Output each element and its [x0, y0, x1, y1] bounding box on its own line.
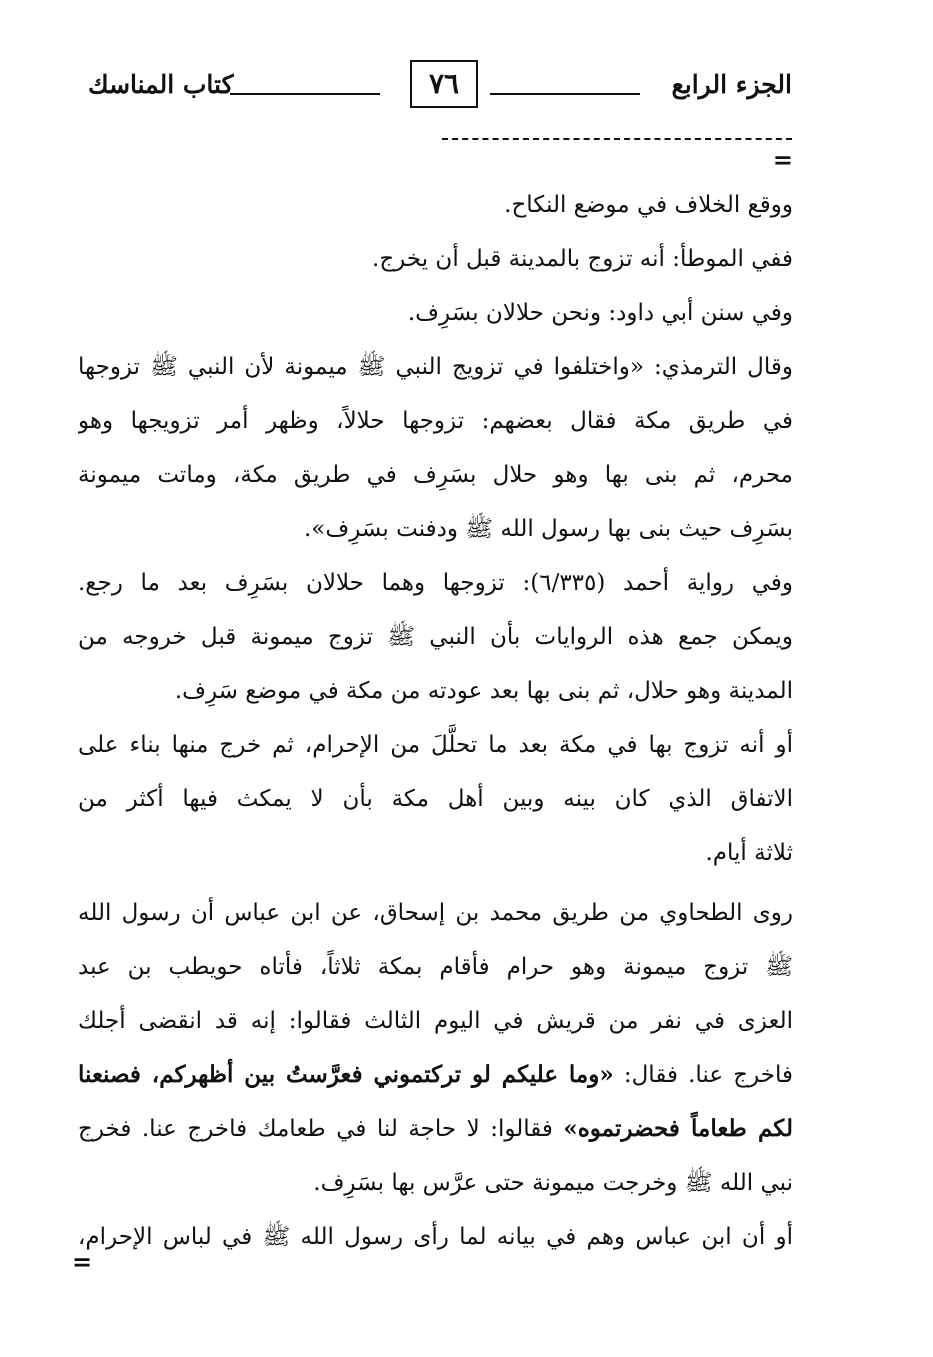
text-line [78, 1048, 793, 1102]
text-line: الاتفاق الذي كان بينه وبين أهل مكة بأن لا يمكث فيها أكثر من [78, 786, 793, 812]
text-line: محرم، ثم بنى بها وهو حلال بسَرِف في طريق مكة، وماتت ميمونة [78, 462, 793, 488]
text-line: وقال الترمذي: «واختلفوا في تزويج النبي ﷺ ميمونة لأن النبي ﷺ تزوجها [78, 354, 793, 380]
text-line: العزى في نفر من قريش في اليوم الثالث فقالوا: إنه قد انقضى أجلك [78, 1008, 793, 1034]
body-text [78, 178, 793, 1264]
page-number: ٧٦ [410, 60, 478, 108]
quoted-speech: «وما عليكم لو تركتموني فعرَّستُ بين أظهركم، فصنعنا [78, 1061, 614, 1088]
text-line: ﷺ تزوج ميمونة وهو حرام فأقام بمكة ثلاثاً، فأتاه حويطب بن عبد [78, 954, 793, 980]
text-run: فاخرج عنا. فقال: [613, 1062, 793, 1088]
header-dashed-rule [442, 138, 792, 140]
text-line: في طريق مكة فقال بعضهم: تزوجها حلالاً، وظهر أمر تزويجها وهو [78, 408, 793, 434]
text-line: وفي سنن أبي داود: ونحن حلالان بسَرِف. [407, 300, 793, 326]
text-line: وفي رواية أحمد (٦/٣٣٥): تزوجها وهما حلالان بسَرِف بعد ما رجع. [78, 570, 793, 596]
header-rule-right [490, 93, 640, 95]
text-line: ووقع الخلاف في موضع النكاح. [504, 192, 793, 218]
text-line: أو أنه تزوج بها في مكة بعد ما تحلَّلَ من الإحرام، ثم خرج منها بناء على [78, 732, 793, 758]
continuation-mark-top: = [772, 145, 793, 174]
text-line: بسَرِف حيث بنى بها رسول الله ﷺ ودفنت بسَرِف». [303, 516, 793, 542]
quoted-speech: لكم طعاماً فحضرتموه» [563, 1115, 793, 1142]
volume-title: الجزء الرابع [671, 70, 792, 99]
text-line: المدينة وهو حلال، ثم بنى بها بعد عودته من مكة في موضع سَرِف. [174, 678, 793, 704]
page-header [80, 60, 800, 116]
text-line: ويمكن جمع هذه الروايات بأن النبي ﷺ تزوج ميمونة قبل خروجه من [78, 624, 793, 650]
text-line: ثلاثة أيام. [705, 840, 793, 866]
continuation-mark-bottom: = [72, 1247, 93, 1276]
book-title: كتاب المناسك [88, 70, 234, 99]
text-line: أو أن ابن عباس وهم في بيانه لما رأى رسول الله ﷺ في لباس الإحرام، [78, 1224, 793, 1250]
text-run: فقالوا: لا حاجة لنا في طعامك فاخرج عنا. فخرج [78, 1116, 564, 1142]
text-line: نبي الله ﷺ وخرجت ميمونة حتى عرَّس بها بسَرِف. [313, 1170, 793, 1196]
text-line [78, 1102, 793, 1156]
header-rule-left [230, 93, 380, 95]
text-line: روى الطحاوي من طريق محمد بن إسحاق، عن ابن عباس أن رسول الله [78, 900, 793, 926]
text-line: ففي الموطأ: أنه تزوج بالمدينة قبل أن يخرج. [372, 246, 793, 272]
